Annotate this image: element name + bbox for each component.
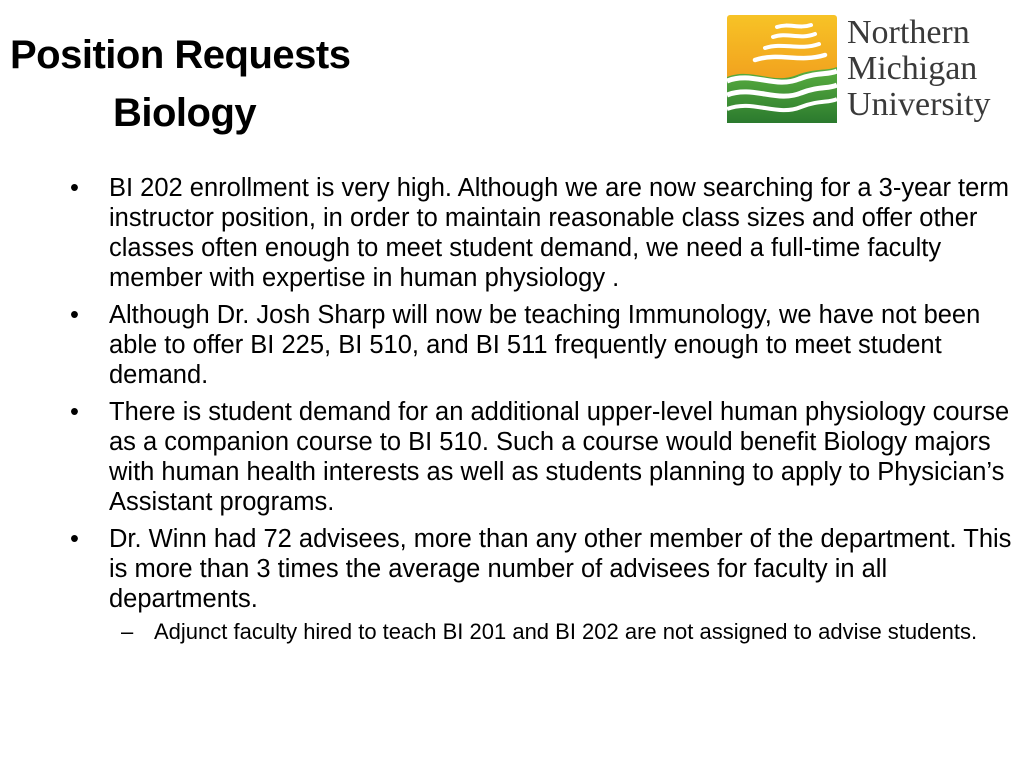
slide-body (70, 173, 1015, 653)
bullet-text: Although Dr. Josh Sharp will now be teaching Immunology, we have not been able to offer BI 225, BI 510, and BI 511 frequently enough to meet student demand. (109, 301, 981, 389)
nmu-wave-logo-icon (727, 15, 837, 123)
sub-bullet-text: Adjunct faculty hired to teach BI 201 and BI 202 are not assigned to advise students. (154, 619, 978, 644)
bullet-item (70, 173, 1015, 293)
university-logo (727, 13, 1017, 128)
bullet-text: Dr. Winn had 72 advisees, more than any other member of the department. This is more than 3 times the average number of advisees for faculty in all departments. (109, 525, 1012, 613)
sub-bullet-item (109, 618, 1015, 646)
bullet-text: BI 202 enrollment is very high. Although we are now searching for a 3-year term instructor position, in order to maintain reasonable class sizes and offer other classes often enough to meet student demand, we need a full-time faculty member with expertise in human physiology . (109, 174, 1010, 292)
bullet-item (70, 300, 1015, 390)
bullet-item (70, 524, 1015, 646)
university-logo-text (847, 15, 991, 123)
slide-title (0, 26, 400, 142)
sub-bullet-list (109, 618, 1015, 646)
logo-text-line-3: University (847, 86, 991, 123)
bullet-list (70, 173, 1015, 646)
logo-text-line-2: Michigan (847, 50, 978, 87)
bullet-text: There is student demand for an additional upper-level human physiology course as a companion course to BI 510. Such a course would benefit Biology majors with human health interests as well as students planning to apply to Physician’s Assistant programs. (109, 398, 1010, 516)
slide-title-line-2: Biology (113, 91, 257, 135)
bullet-item (70, 397, 1015, 517)
slide-title-line-1: Position Requests (10, 33, 351, 77)
logo-text-line-1: Northern (847, 14, 970, 51)
